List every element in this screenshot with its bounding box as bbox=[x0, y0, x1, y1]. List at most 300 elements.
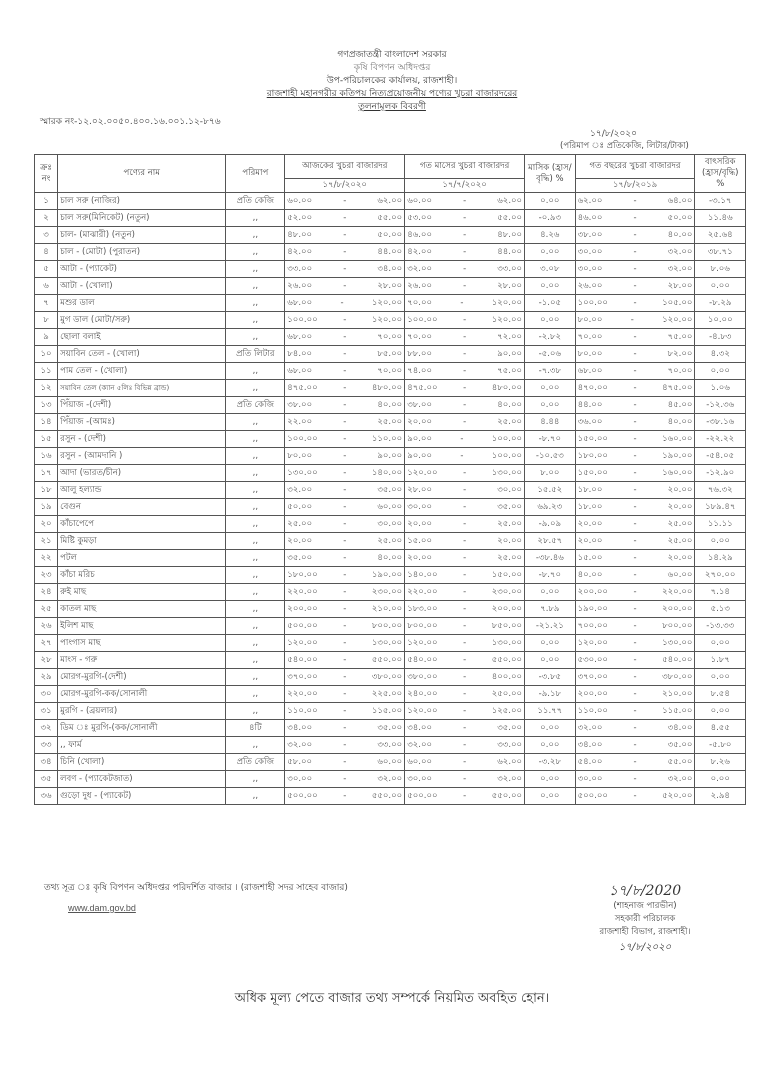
last-month-price bbox=[405, 244, 525, 261]
product-name: গুড়ো দুধ - (প্যাকেট) bbox=[58, 788, 226, 805]
today-price-min: ৩৭০.০০ bbox=[287, 671, 318, 682]
last-month-price-max: ২৫০.০০ bbox=[491, 688, 523, 699]
today-price-min: ১৩০.০০ bbox=[287, 467, 318, 478]
yearly-change: ৩৮.৭১ bbox=[695, 244, 746, 261]
last-year-price bbox=[575, 465, 695, 482]
last-year-price bbox=[575, 227, 695, 244]
today-price-max: ২৩০.০০ bbox=[371, 586, 403, 597]
product-name: কাঁচাপেপে bbox=[58, 516, 226, 533]
table-row bbox=[35, 482, 746, 499]
product-name: ডিম ঃ মুরগি-(কক/সোনালী bbox=[58, 720, 226, 737]
product-name: মোরগ-মুরগি-কক/সোনালী bbox=[58, 686, 226, 703]
last-year-price-max: ২৫.০০ bbox=[667, 535, 693, 546]
yearly-change: ০.০০ bbox=[695, 533, 746, 550]
initial-date: ১৭/৮/২০২০ bbox=[618, 942, 672, 953]
data-source: তথ্য সূত্র ঃ কৃষি বিপণন অধিদপ্তর পরিদর্শিত বাজার । (রাজশাহী সদর সাহেব বাজার) bbox=[44, 883, 348, 893]
last-year-price bbox=[575, 329, 695, 346]
last-year-price-max: ২০.০০ bbox=[667, 501, 693, 512]
product-name: আলু হল্যান্ড bbox=[58, 482, 226, 499]
last-month-price-min: ১৪০.০০ bbox=[407, 569, 438, 580]
today-price-max: ৬০.০০ bbox=[377, 756, 403, 767]
range-dash: - bbox=[343, 195, 347, 206]
last-year-price-min: ১৫.০০ bbox=[577, 552, 603, 563]
range-dash: - bbox=[633, 416, 637, 427]
today-price bbox=[285, 516, 405, 533]
last-month-price-max: ৩০.০০ bbox=[497, 484, 523, 495]
last-year-price-min: ৩৪.০০ bbox=[577, 739, 603, 750]
today-price-min: ১০০.০০ bbox=[287, 433, 318, 444]
today-price bbox=[285, 618, 405, 635]
last-month-price-min: ৬০.০০ bbox=[407, 195, 432, 206]
last-year-price-min: ২০.০০ bbox=[577, 518, 603, 529]
last-month-price-min: ৭০.০০ bbox=[407, 297, 432, 308]
today-price-max: ৮৫.০০ bbox=[377, 348, 403, 359]
last-month-price bbox=[405, 584, 525, 601]
today-price-max: ২১০.০০ bbox=[371, 603, 403, 614]
memo-number: স্মারক নং-১২.০২.০০৫০.৪০০.১৬.০০১.১২-৮৭৬ bbox=[40, 117, 221, 127]
last-year-price-max: ৩৪.০০ bbox=[667, 722, 693, 733]
monthly-change: -৩.৮৫ bbox=[525, 669, 575, 686]
last-year-price bbox=[575, 312, 695, 329]
range-dash: - bbox=[633, 620, 637, 631]
range-dash: - bbox=[633, 501, 637, 512]
product-name: পটল bbox=[58, 550, 226, 567]
yearly-change: ২.৯৪ bbox=[695, 788, 746, 805]
product-name: চাল সরু (নাজির) bbox=[58, 193, 226, 210]
header-unit: পরিমাপ bbox=[226, 155, 285, 193]
today-price-min: ৪২.০০ bbox=[287, 246, 313, 257]
last-month-price bbox=[405, 261, 525, 278]
today-price bbox=[285, 737, 405, 754]
today-price-min: ৫০০.০০ bbox=[287, 790, 318, 801]
range-dash: - bbox=[343, 671, 347, 682]
header-today-price: আজকের খুচরা বাজারদর bbox=[285, 155, 405, 179]
yearly-change: -৫.৮০ bbox=[695, 737, 746, 754]
last-month-price-min: ২০.০০ bbox=[407, 416, 432, 427]
today-price bbox=[285, 210, 405, 227]
yearly-change: ১.৮৭ bbox=[695, 652, 746, 669]
range-dash: - bbox=[633, 637, 637, 648]
today-price-max: ৪৮০.০০ bbox=[371, 382, 403, 393]
range-dash: - bbox=[633, 433, 637, 444]
unit: ,, bbox=[226, 210, 285, 227]
yearly-change: ০.০০ bbox=[695, 669, 746, 686]
table-row bbox=[35, 635, 746, 652]
table-row bbox=[35, 465, 746, 482]
last-year-price bbox=[575, 210, 695, 227]
table-row bbox=[35, 193, 746, 210]
range-dash: - bbox=[343, 263, 347, 274]
signature-block bbox=[560, 882, 730, 955]
range-dash: - bbox=[343, 365, 347, 376]
last-year-price bbox=[575, 550, 695, 567]
table-row bbox=[35, 720, 746, 737]
yearly-change: ১১.৪৬ bbox=[695, 210, 746, 227]
unit: ,, bbox=[226, 363, 285, 380]
range-dash: - bbox=[343, 433, 347, 444]
monthly-change: ০.০০ bbox=[525, 737, 575, 754]
header-last-year-date: ১৭/৮/২০১৯ bbox=[575, 179, 695, 193]
unit: ,, bbox=[226, 652, 285, 669]
monthly-change: ০.০০ bbox=[525, 771, 575, 788]
last-month-price-min: ৩২.০০ bbox=[407, 263, 432, 274]
last-year-price-max: ২০.০০ bbox=[667, 484, 693, 495]
monthly-change: -০.৯৩ bbox=[525, 210, 575, 227]
last-year-price-min: ২০০.০০ bbox=[577, 688, 608, 699]
last-year-price-max: ৩৮০.০০ bbox=[662, 671, 693, 682]
document-header bbox=[0, 49, 784, 114]
last-month-price-min: ৫৪০.০০ bbox=[407, 654, 438, 665]
serial-number: ২২ bbox=[35, 550, 58, 567]
today-price-min: ২২.০০ bbox=[287, 416, 313, 427]
website-link[interactable]: www.dam.gov.bd bbox=[68, 903, 136, 913]
product-name: পাম তেল - (খোলা) bbox=[58, 363, 226, 380]
today-price bbox=[285, 567, 405, 584]
product-name: রসুন - (দেশী) bbox=[58, 431, 226, 448]
unit: ,, bbox=[226, 669, 285, 686]
today-price-max: ৩৫.০০ bbox=[377, 722, 403, 733]
today-price bbox=[285, 346, 405, 363]
last-year-price-max: ৩২.০০ bbox=[667, 246, 693, 257]
last-year-price-min: ২০.০০ bbox=[577, 535, 603, 546]
last-month-price-min: ৪২.০০ bbox=[407, 246, 432, 257]
table-row bbox=[35, 788, 746, 805]
range-dash: - bbox=[633, 586, 637, 597]
table-row bbox=[35, 771, 746, 788]
last-month-price-min: ৮০০.০০ bbox=[407, 620, 438, 631]
today-price-max: ১৪০.০০ bbox=[371, 467, 403, 478]
header-monthly-change: মাসিক (হ্রাস/বৃদ্ধি) % bbox=[525, 155, 575, 193]
range-dash: - bbox=[463, 382, 467, 393]
last-year-price bbox=[575, 431, 695, 448]
last-year-price-max: ২৮.০০ bbox=[667, 280, 693, 291]
last-month-price-max: ২৩০.০০ bbox=[491, 586, 523, 597]
last-year-price-min: ১২০.০০ bbox=[577, 637, 608, 648]
serial-number: ২৯ bbox=[35, 669, 58, 686]
monthly-change: ০.০০ bbox=[525, 397, 575, 414]
table-row bbox=[35, 227, 746, 244]
range-dash: - bbox=[463, 535, 467, 546]
product-name: সয়াবিন তেল - (খোলা) bbox=[58, 346, 226, 363]
last-year-price-max: ৩২.০০ bbox=[667, 263, 693, 274]
monthly-change: ০.০০ bbox=[525, 193, 575, 210]
last-month-price-max: ৫৫০.০০ bbox=[491, 654, 523, 665]
range-dash: - bbox=[343, 416, 347, 427]
product-name: মশুর ডাল bbox=[58, 295, 226, 312]
today-price bbox=[285, 295, 405, 312]
yearly-change: ০.০০ bbox=[695, 635, 746, 652]
last-month-price-min: ৭০.০০ bbox=[407, 331, 432, 342]
last-year-price-max: ২২০.০০ bbox=[662, 586, 693, 597]
signatory-name: (শাহনাজ পারভীন) bbox=[613, 901, 677, 911]
last-year-price-max: ৮২.০০ bbox=[667, 348, 693, 359]
product-name: চাল সরু(মিনিকেট) (নতুন) bbox=[58, 210, 226, 227]
table-row bbox=[35, 380, 746, 397]
table-row bbox=[35, 363, 746, 380]
range-dash: - bbox=[633, 739, 637, 750]
today-price-max: ৫০.০০ bbox=[377, 229, 403, 240]
unit: ,, bbox=[226, 635, 285, 652]
range-dash: - bbox=[343, 586, 347, 597]
range-dash: - bbox=[463, 790, 467, 801]
today-price-max: ৬২.০০ bbox=[377, 195, 403, 206]
table-row bbox=[35, 499, 746, 516]
today-price bbox=[285, 244, 405, 261]
unit: প্রতি লিটার bbox=[226, 346, 285, 363]
monthly-change: ০.০০ bbox=[525, 584, 575, 601]
last-year-price-max: ৪০.০০ bbox=[667, 229, 693, 240]
last-month-price-min: ২৬.০০ bbox=[407, 280, 432, 291]
range-dash: - bbox=[463, 229, 467, 240]
product-name: মিষ্টি কুমড়া bbox=[58, 533, 226, 550]
unit: ,, bbox=[226, 737, 285, 754]
yearly-change: ৭.১৪ bbox=[695, 584, 746, 601]
product-name: ছোলা বলাই bbox=[58, 329, 226, 346]
last-month-price bbox=[405, 720, 525, 737]
serial-number: ১৭ bbox=[35, 465, 58, 482]
serial-number: ২১ bbox=[35, 533, 58, 550]
today-price-max: ৩৪.০০ bbox=[377, 263, 403, 274]
table-row bbox=[35, 601, 746, 618]
last-month-price-max: ১০০.০০ bbox=[491, 433, 523, 444]
last-month-price-max: ২৫.০০ bbox=[497, 552, 523, 563]
today-price bbox=[285, 227, 405, 244]
last-month-price-min: ২২০.০০ bbox=[407, 586, 438, 597]
today-price-max: ৭০.০০ bbox=[377, 365, 403, 376]
last-year-price bbox=[575, 397, 695, 414]
range-dash: - bbox=[340, 297, 344, 308]
range-dash: - bbox=[633, 195, 637, 206]
range-dash: - bbox=[463, 705, 467, 716]
last-month-price-max: ৫৫০.০০ bbox=[491, 790, 523, 801]
today-price-min: ৬০.০০ bbox=[287, 195, 313, 206]
range-dash: - bbox=[633, 467, 637, 478]
last-year-price bbox=[575, 244, 695, 261]
unit: ,, bbox=[226, 312, 285, 329]
product-name: আটা - (খোলা) bbox=[58, 278, 226, 295]
monthly-change: -৯.১৮ bbox=[525, 686, 575, 703]
last-month-price-min: ৫০০.০০ bbox=[407, 790, 438, 801]
today-price bbox=[285, 584, 405, 601]
yearly-change: ০.০০ bbox=[695, 703, 746, 720]
header-last-year-price: গত বছরের খুচরা বাজারদর bbox=[575, 155, 695, 179]
table-row bbox=[35, 567, 746, 584]
unit: ,, bbox=[226, 686, 285, 703]
today-price bbox=[285, 448, 405, 465]
monthly-change: ৬৯.২৩ bbox=[525, 499, 575, 516]
range-dash: - bbox=[343, 756, 347, 767]
range-dash: - bbox=[343, 620, 347, 631]
today-price-min: ২০০.০০ bbox=[287, 603, 318, 614]
range-dash: - bbox=[463, 365, 467, 376]
last-year-price-min: ৩৮.০০ bbox=[577, 229, 603, 240]
today-price-max: ৩২.০০ bbox=[377, 773, 403, 784]
range-dash: - bbox=[343, 739, 347, 750]
unit: ,, bbox=[226, 295, 285, 312]
last-month-price-max: ১৫০.০০ bbox=[491, 569, 523, 580]
yearly-change: ১.০৬ bbox=[695, 380, 746, 397]
range-dash: - bbox=[633, 246, 637, 257]
last-month-price-max: ১০০.০০ bbox=[491, 450, 523, 461]
range-dash: - bbox=[463, 722, 467, 733]
product-name: চাল - (মোটা) (পুরাতন) bbox=[58, 244, 226, 261]
today-price-max: ১২০.০০ bbox=[371, 314, 403, 325]
last-month-price-max: ৪০০.০০ bbox=[491, 671, 523, 682]
range-dash: - bbox=[343, 399, 347, 410]
unit: ,, bbox=[226, 584, 285, 601]
yearly-change: -১৩.৩৩ bbox=[695, 618, 746, 635]
table-row bbox=[35, 295, 746, 312]
last-year-price-min: ১৫০.০০ bbox=[577, 433, 608, 444]
last-month-price-max: ১৩০.০০ bbox=[491, 637, 523, 648]
range-dash: - bbox=[463, 484, 467, 495]
last-year-price-min: ১৮.০০ bbox=[577, 484, 603, 495]
last-year-price-min: ৫৩০.০০ bbox=[577, 654, 608, 665]
last-month-price-max: ৪০.০০ bbox=[497, 399, 523, 410]
today-price bbox=[285, 533, 405, 550]
signatory-office: রাজশাহী বিভাগ, রাজশাহী। bbox=[599, 927, 691, 937]
last-year-price bbox=[575, 703, 695, 720]
last-month-price bbox=[405, 771, 525, 788]
today-price-min: ৩২.০০ bbox=[287, 484, 313, 495]
range-dash: - bbox=[343, 382, 347, 393]
today-price-min: ৪৮.০০ bbox=[287, 229, 313, 240]
last-year-price-max: ৭০.০০ bbox=[667, 365, 693, 376]
today-price-max: ২৮.০০ bbox=[377, 280, 403, 291]
range-dash: - bbox=[633, 790, 637, 801]
last-year-price-min: ৭০০.০০ bbox=[577, 620, 608, 631]
serial-number: ৮ bbox=[35, 312, 58, 329]
today-price-max: ১১৫.০০ bbox=[371, 705, 403, 716]
last-month-price-min: ৩০.০০ bbox=[407, 773, 432, 784]
last-year-price bbox=[575, 414, 695, 431]
today-price bbox=[285, 669, 405, 686]
unit: ,, bbox=[226, 618, 285, 635]
range-dash: - bbox=[633, 756, 637, 767]
range-dash: - bbox=[463, 467, 467, 478]
serial-number: ৩১ bbox=[35, 703, 58, 720]
last-month-price-min: ৮৮.০০ bbox=[407, 348, 432, 359]
range-dash: - bbox=[633, 382, 637, 393]
range-dash: - bbox=[343, 705, 347, 716]
range-dash: - bbox=[343, 212, 347, 223]
table-row bbox=[35, 618, 746, 635]
last-month-price bbox=[405, 550, 525, 567]
range-dash: - bbox=[463, 671, 467, 682]
unit: ,, bbox=[226, 516, 285, 533]
unit: ,, bbox=[226, 601, 285, 618]
today-price-min: ২২০.০০ bbox=[287, 586, 318, 597]
serial-number: ২ bbox=[35, 210, 58, 227]
last-year-price-min: ৮০.০০ bbox=[577, 348, 603, 359]
today-price bbox=[285, 686, 405, 703]
price-comparison-table bbox=[34, 154, 746, 805]
today-price-min: ১১০.০০ bbox=[287, 705, 318, 716]
last-year-price bbox=[575, 584, 695, 601]
last-month-price bbox=[405, 652, 525, 669]
unit: ,, bbox=[226, 448, 285, 465]
last-month-price-min: ১৫.০০ bbox=[407, 535, 432, 546]
today-price-max: ৪০.০০ bbox=[377, 552, 403, 563]
table-row bbox=[35, 703, 746, 720]
last-year-price bbox=[575, 363, 695, 380]
yearly-change: -৫৪.০৫ bbox=[695, 448, 746, 465]
yearly-change: -৩৮.১৬ bbox=[695, 414, 746, 431]
product-name: পিঁয়াজ -(আমঃ) bbox=[58, 414, 226, 431]
unit: ,, bbox=[226, 465, 285, 482]
last-year-price-max: ৪৭৫.০০ bbox=[662, 382, 693, 393]
header-serial: ক্রঃ নং bbox=[35, 155, 58, 193]
last-year-price-min: ১৯০.০০ bbox=[577, 603, 608, 614]
unit: ,, bbox=[226, 261, 285, 278]
signatory-designation: সহকারী পরিচালক bbox=[614, 914, 676, 924]
range-dash: - bbox=[343, 688, 347, 699]
yearly-change: -১২.৯০ bbox=[695, 465, 746, 482]
last-month-price-min: ৩৮.০০ bbox=[407, 399, 432, 410]
monthly-change: ০.০০ bbox=[525, 244, 575, 261]
last-month-price bbox=[405, 397, 525, 414]
monthly-change: ০.০০ bbox=[525, 788, 575, 805]
yearly-change: ০.০০ bbox=[695, 771, 746, 788]
last-month-price-max: ১৩০.০০ bbox=[491, 467, 523, 478]
range-dash: - bbox=[343, 790, 347, 801]
range-dash: - bbox=[633, 212, 637, 223]
product-name: কাতল মাছ bbox=[58, 601, 226, 618]
last-year-price-min: ৪৪.০০ bbox=[577, 399, 603, 410]
today-price-max: ৩৮০.০০ bbox=[371, 671, 403, 682]
unit: প্রতি কেজি bbox=[226, 397, 285, 414]
last-month-price bbox=[405, 737, 525, 754]
last-year-price-max: ১২০.০০ bbox=[662, 314, 693, 325]
last-year-price-min: ৪৬.০০ bbox=[577, 212, 603, 223]
range-dash: - bbox=[633, 331, 637, 342]
today-price-min: ৫২.০০ bbox=[287, 212, 313, 223]
last-year-price-min: ৫৪.০০ bbox=[577, 756, 603, 767]
signature-handwritten-date: ১৭/৮/2020 bbox=[608, 883, 682, 899]
today-price bbox=[285, 550, 405, 567]
product-name: মোরগ-মুরগি-(দেশী) bbox=[58, 669, 226, 686]
monthly-change: ১১.৭৭ bbox=[525, 703, 575, 720]
today-price-max: ৪৪.০০ bbox=[377, 246, 403, 257]
last-month-price-max: ৫৫.০০ bbox=[497, 212, 523, 223]
range-dash: - bbox=[463, 348, 467, 359]
today-price-max: ৫৫.০০ bbox=[377, 212, 403, 223]
monthly-change: -৫.০৬ bbox=[525, 346, 575, 363]
range-dash: - bbox=[633, 688, 637, 699]
serial-number: ১১ bbox=[35, 363, 58, 380]
range-dash: - bbox=[343, 229, 347, 240]
serial-number: ৯ bbox=[35, 329, 58, 346]
footer-slogan: অধিক মূল্য পেতে বাজার তথ্য সম্পর্কে নিয়মিত অবহিত হোন। bbox=[234, 991, 550, 1006]
today-price-max: ৯০.০০ bbox=[377, 450, 403, 461]
header-yearly-change: বাৎসরিক (হ্রাস/বৃদ্ধি) % bbox=[695, 155, 746, 193]
serial-number: ২৭ bbox=[35, 635, 58, 652]
last-month-price bbox=[405, 278, 525, 295]
table-row bbox=[35, 278, 746, 295]
serial-number: ৩০ bbox=[35, 686, 58, 703]
last-year-price-min: ২০০.০০ bbox=[577, 586, 608, 597]
yearly-change: -৮.২৯ bbox=[695, 295, 746, 312]
serial-number: ৫ bbox=[35, 261, 58, 278]
yearly-change: -৩.১৭ bbox=[695, 193, 746, 210]
range-dash: - bbox=[343, 722, 347, 733]
today-price-min: ৮৪.০০ bbox=[287, 348, 313, 359]
today-price-max: ২৫.০০ bbox=[377, 416, 403, 427]
table-row bbox=[35, 448, 746, 465]
range-dash: - bbox=[463, 586, 467, 597]
serial-number: ১২ bbox=[35, 380, 58, 397]
range-dash: - bbox=[343, 637, 347, 648]
